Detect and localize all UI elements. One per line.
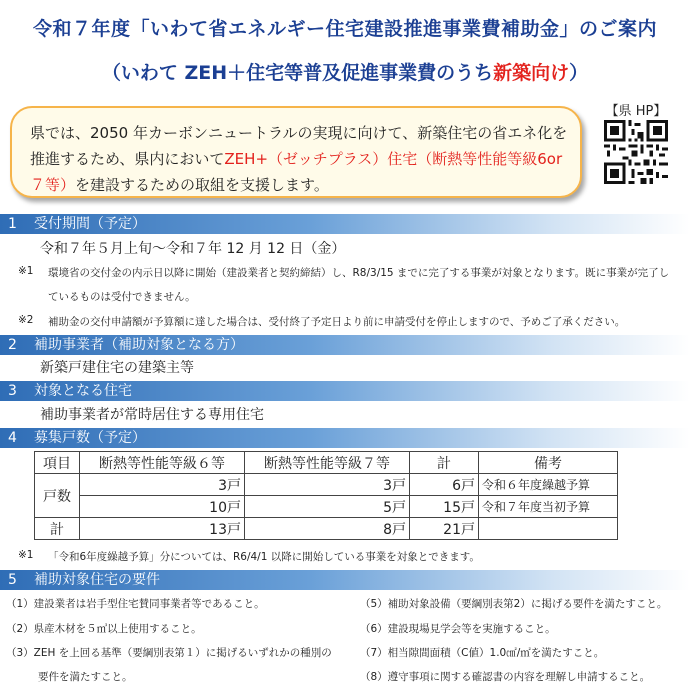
qr-code-icon[interactable] xyxy=(604,120,668,184)
section-1-number: 1 xyxy=(8,216,17,232)
table-cell: 13戸 xyxy=(80,518,245,540)
section-2-number: 2 xyxy=(8,337,17,353)
requirement-8: （8）遵守事項に関する確認書の内容を理解し申請すること。 xyxy=(360,671,651,683)
note-1-line2: ているものは受付できません。 xyxy=(48,291,196,303)
table-header: 計 xyxy=(410,452,479,474)
pref-hp-label: 【県 HP】 xyxy=(605,104,667,119)
note-1-mark: ※1 xyxy=(18,265,34,277)
page-title: 令和７年度「いわて省エネルギー住宅建設推進事業費補助金」のご案内 xyxy=(32,18,657,40)
subtitle-highlight: 新築向け xyxy=(493,62,570,84)
table-header: 断熱等性能等級７等 xyxy=(245,452,410,474)
table-cell: 15戸 xyxy=(410,496,479,518)
note-3-mark: ※1 xyxy=(18,549,34,561)
section-2-title: 補助事業者（補助対象となる方） xyxy=(34,337,244,353)
note-3-text: 「令和6年度繰越予算」分については、R6/4/1 以降に開始している事業を対象とできます。 xyxy=(48,551,480,563)
subtitle-prefix: （いわて ZEH＋住宅等普及促進事業費のうち xyxy=(101,62,494,84)
table-header: 備考 xyxy=(479,452,618,474)
intro-text-1: 県では、2050 年カーボンニュートラルの実現に向けて、新築住宅の省エネ化を推進するため、県内において xyxy=(30,124,568,168)
subtitle-suffix: ） xyxy=(569,62,589,84)
recruitment-table xyxy=(34,451,618,540)
requirement-3: （3）ZEH を上回る基準（要綱別表第１）に掲げるいずれかの種別の xyxy=(6,647,332,659)
table-cell: 8戸 xyxy=(245,518,410,540)
table-cell: 3戸 xyxy=(80,474,245,496)
intro-highlight: ZEH+（ゼッチプラス）住宅（断熱等性能等級6or７等） xyxy=(30,150,563,194)
section-1-title: 受付期間（予定） xyxy=(34,216,146,232)
table-cell: 令和６年度繰越予算 xyxy=(479,474,618,496)
note-2-text: 補助金の交付申請額が予算額に達した場合は、受付終了予定日より前に申請受付を停止しますので、予めご了承ください。 xyxy=(48,316,626,328)
section-4-header xyxy=(0,428,690,448)
section-3-number: 3 xyxy=(8,383,17,399)
row-label-total: 計 xyxy=(35,518,80,540)
table-cell: 令和７年度当初予算 xyxy=(479,496,618,518)
section-1-header xyxy=(0,214,690,234)
section-5-header xyxy=(0,570,690,590)
table-cell: 6戸 xyxy=(410,474,479,496)
section-3-header xyxy=(0,381,690,401)
note-1-line1: 環境省の交付金の内示日以降に開始（建設業者と契約締結）し、R8/3/15 までに完了する事業が対象となります。既に事業が完了し xyxy=(48,267,670,279)
section-3-body: 補助事業者が常時居住する専用住宅 xyxy=(40,407,264,423)
table-cell: 5戸 xyxy=(245,496,410,518)
section-2-header xyxy=(0,335,690,355)
table-header: 項目 xyxy=(35,452,80,474)
intro-box xyxy=(10,106,582,198)
section-1-body: 令和７年５月上旬～令和７年 12 月 12 日（金） xyxy=(40,241,346,257)
note-2-mark: ※2 xyxy=(18,314,34,326)
section-5-number: 5 xyxy=(8,572,17,588)
row-label-units: 戸数 xyxy=(35,474,80,518)
requirement-7: （7）相当隙間面積（C値）1.0㎠/㎡を満たすこと。 xyxy=(360,647,605,659)
section-2-body: 新築戸建住宅の建築主等 xyxy=(40,360,194,376)
section-4-number: 4 xyxy=(8,430,17,446)
intro-text-2: を建設するための取組を支援します。 xyxy=(75,176,329,194)
page-subtitle xyxy=(0,58,690,85)
requirement-3-cont: 要件を満たすこと。 xyxy=(38,671,133,683)
section-5-title: 補助対象住宅の要件 xyxy=(34,572,160,588)
table-cell: 3戸 xyxy=(245,474,410,496)
section-3-title: 対象となる住宅 xyxy=(34,383,132,399)
requirement-5: （5）補助対象設備（要綱別表第2）に掲げる要件を満たすこと。 xyxy=(360,598,668,610)
requirement-6: （6）建設現場見学会等を実施すること。 xyxy=(360,623,556,635)
table-row xyxy=(35,474,618,496)
table-header: 断熱等性能等級６等 xyxy=(80,452,245,474)
requirement-2: （2）県産木材を５㎥以上使用すること。 xyxy=(6,623,202,635)
requirement-1: （1）建設業者は岩手型住宅賛同事業者等であること。 xyxy=(6,598,265,610)
table-sum-row xyxy=(35,518,618,540)
table-cell: 21戸 xyxy=(410,518,479,540)
table-cell xyxy=(479,518,618,540)
table-cell: 10戸 xyxy=(80,496,245,518)
table-header-row xyxy=(35,452,618,474)
section-4-title: 募集戸数（予定） xyxy=(34,430,146,446)
table-row xyxy=(35,496,618,518)
